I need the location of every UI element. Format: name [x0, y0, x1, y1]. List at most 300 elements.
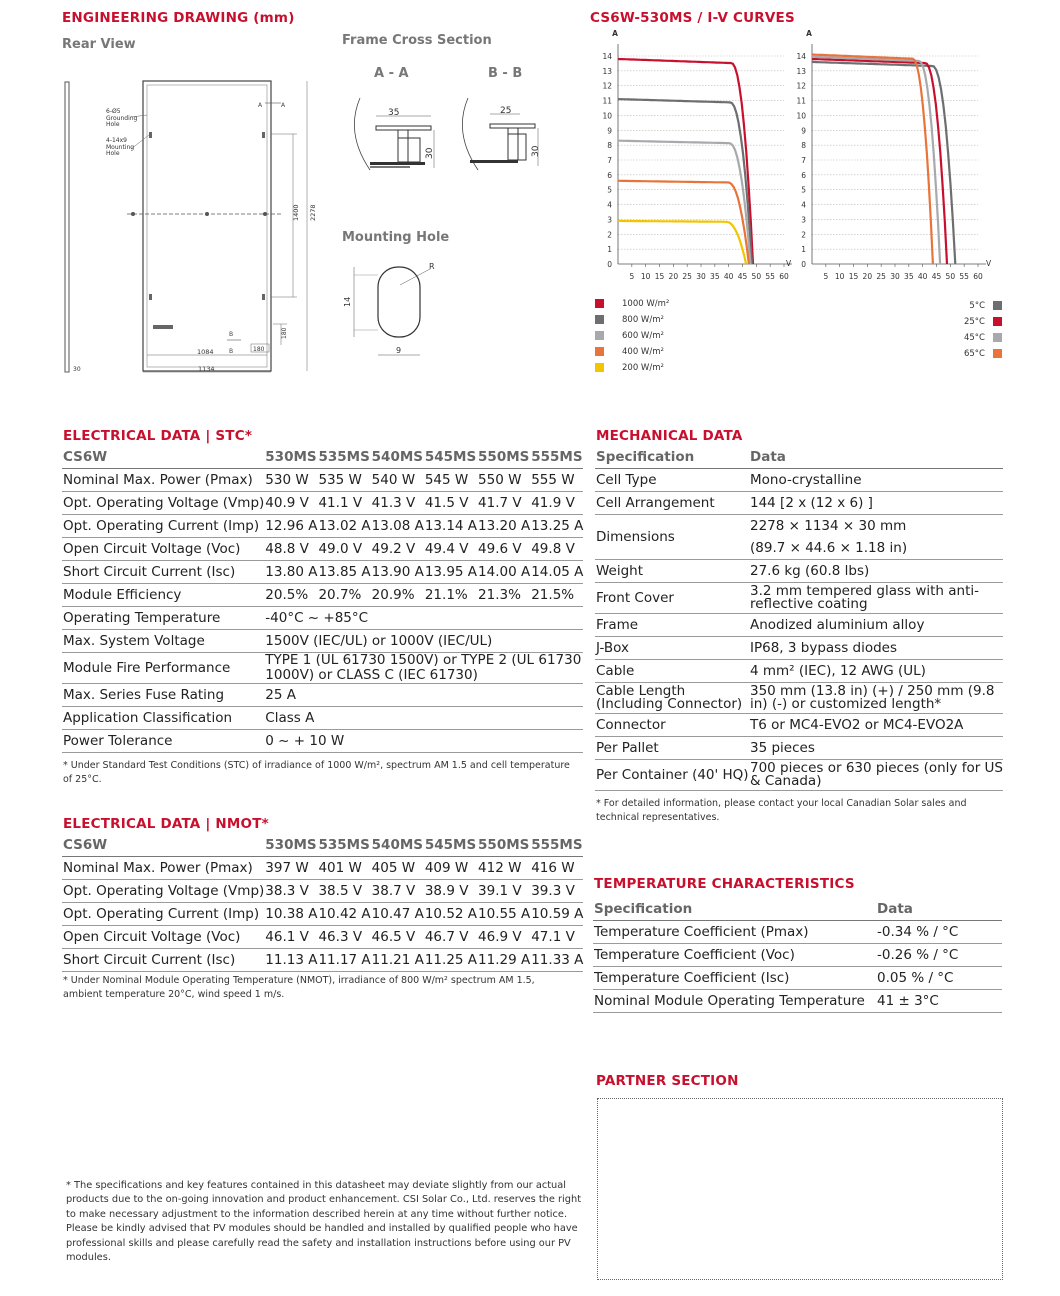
stc-cell: 21.5%	[530, 584, 583, 607]
nmot-row-label: Open Circuit Voltage (Voc)	[62, 926, 264, 949]
nmot-cell: 397 W	[264, 857, 317, 880]
stc-cell: 49.4 V	[424, 538, 477, 561]
legend-item-800: 800 W/m²	[595, 314, 715, 326]
nmot-cell: 10.42 A	[317, 903, 370, 926]
x-tick-label: 20	[862, 272, 873, 281]
stc-cell: 13.95 A	[424, 561, 477, 584]
y-tick-label: 5	[801, 185, 806, 195]
nmot-cell: 47.1 V	[530, 926, 583, 949]
table-row	[595, 714, 1003, 737]
dim-180-vertical: 180	[281, 327, 288, 339]
y-tick-label: 3	[607, 215, 612, 225]
nmot-header-model: CS6W	[62, 835, 264, 857]
stc-cell: 41.1 V	[317, 492, 370, 515]
x-tick-label: 25	[876, 272, 886, 281]
label-a-1: A	[258, 102, 263, 109]
nmot-cell: 46.3 V	[317, 926, 370, 949]
stc-cell: 13.25 A	[530, 515, 583, 538]
frame-cross-section-drawing	[340, 88, 560, 198]
legend-item-200: 200 W/m²	[595, 362, 715, 374]
iv-curves-title: CS6W-530MS / I-V CURVES	[590, 10, 795, 26]
stc-header-545: 545MS	[424, 447, 477, 469]
dim-2278: 2278	[309, 204, 317, 221]
y-tick-label: 11	[602, 96, 612, 106]
table-row	[62, 515, 583, 538]
temperature-table	[593, 899, 1002, 1013]
nmot-row-label: Nominal Max. Power (Pmax)	[62, 857, 264, 880]
legend-item-400: 400 W/m²	[595, 346, 715, 358]
y-tick-label: 0	[607, 260, 612, 269]
stc-header-555: 555MS	[530, 447, 583, 469]
mounting-hole-drawing	[340, 255, 450, 365]
nmot-cell: 38.9 V	[424, 880, 477, 903]
table-row	[595, 560, 1003, 583]
stc-cell: 40.9 V	[264, 492, 317, 515]
label-a-2: A	[281, 102, 286, 109]
x-tick-label: 60	[779, 272, 789, 281]
x-tick-label: 10	[640, 272, 651, 281]
y-tick-label: 1	[607, 245, 612, 255]
bb-dim-25: 25	[500, 106, 512, 116]
stc-header-530: 530MS	[264, 447, 317, 469]
label-b-2: B	[229, 348, 234, 355]
nmot-header-540: 540MS	[371, 835, 424, 857]
stc-cell: 555 W	[530, 469, 583, 492]
footer-paragraph-2: Please be kindly advised that PV modules should be handled and installed by qualified people who have professional skills and please carefully read the safety and installation instructions before using our PV modules.	[66, 1223, 578, 1264]
y-tick-label: 11	[796, 96, 806, 106]
stc-cell: 21.1%	[424, 584, 477, 607]
stc-cell: 13.20 A	[477, 515, 530, 538]
stc-cell: 13.90 A	[371, 561, 424, 584]
y-tick-label: 14	[602, 52, 612, 61]
stc-header-model: CS6W	[62, 447, 264, 469]
x-tick-label: 40	[917, 272, 928, 281]
stc-cell: 13.80 A	[264, 561, 317, 584]
iv-curves-chart	[585, 30, 1005, 292]
stc-header-row	[62, 447, 583, 469]
nmot-header-555: 555MS	[530, 835, 583, 857]
stc-cell: 12.96 A	[264, 515, 317, 538]
temperature-title: TEMPERATURE CHARACTERISTICS	[594, 876, 855, 892]
section-bb-label: B - B	[488, 66, 523, 81]
nmot-cell: 11.25 A	[424, 949, 477, 972]
stc-row-label: Operating Temperature	[62, 607, 264, 630]
nmot-cell: 11.33 A	[530, 949, 583, 972]
footer-paragraph-1: * The specifications and key features contained in this datasheet may deviate slightly from our actual products due to the on-going innovation and product enhancement. CSI Solar Co., Ltd. reserves the right to make necessary adjustment to the information described herein at any time without further notice.	[66, 1180, 582, 1220]
mech-value: 27.6 kg (60.8 lbs)	[749, 560, 1003, 583]
table-row	[595, 614, 1003, 637]
legend-item-1000: 1000 W/m²	[595, 298, 715, 310]
mech-value-line: (89.7 × 44.6 × 1.18 in)	[750, 540, 908, 556]
table-row	[62, 653, 583, 684]
table-row	[62, 684, 583, 707]
nmot-title: ELECTRICAL DATA | NMOT*	[63, 816, 269, 832]
nmot-cell: 10.59 A	[530, 903, 583, 926]
x-tick-label: 10	[834, 272, 845, 281]
x-tick-label: 55	[765, 272, 775, 281]
temperature-header-row	[593, 899, 1002, 921]
legend-swatch-orange	[595, 347, 604, 356]
table-row	[593, 921, 1002, 944]
x-axis-label: V	[786, 259, 792, 268]
mechanical-header-row	[595, 447, 1003, 469]
x-tick-label: 25	[682, 272, 692, 281]
nmot-cell: 46.7 V	[424, 926, 477, 949]
stc-cell: 48.8 V	[264, 538, 317, 561]
y-tick-label: 6	[607, 170, 612, 180]
temp-value: -0.34 % / °C	[876, 921, 1002, 944]
legend-item-45c: 45°C	[940, 332, 1002, 344]
mech-value-line: 2278 × 1134 × 30 mm	[750, 518, 907, 534]
y-tick-label: 2	[607, 230, 612, 240]
stc-cell: 21.3%	[477, 584, 530, 607]
mech-label: Per Pallet	[595, 737, 749, 760]
stc-cell: 14.00 A	[477, 561, 530, 584]
table-row	[62, 949, 583, 972]
mech-label: Cell Arrangement	[595, 492, 749, 515]
nmot-cell: 11.21 A	[371, 949, 424, 972]
stc-cell: 49.0 V	[317, 538, 370, 561]
stc-row-label: Nominal Max. Power (Pmax)	[62, 469, 264, 492]
nmot-cell: 46.9 V	[477, 926, 530, 949]
stc-cell: 530 W	[264, 469, 317, 492]
y-tick-label: 13	[602, 66, 612, 76]
y-axis-label: A	[806, 30, 812, 38]
stc-row-label: Opt. Operating Voltage (Vmp)	[62, 492, 264, 515]
mounting-hole-callout: 4-14x9 Mounting Hole	[106, 137, 135, 157]
legend-swatch-lightgray	[993, 333, 1002, 342]
aa-dim-35: 35	[388, 108, 400, 118]
dim-1134: 1134	[198, 365, 215, 373]
temp-value: 41 ± 3°C	[876, 990, 1002, 1013]
stc-cell: 550 W	[477, 469, 530, 492]
mech-value: 35 pieces	[749, 737, 1003, 760]
table-row	[62, 538, 583, 561]
nmot-cell: 10.38 A	[264, 903, 317, 926]
stc-header-540: 540MS	[371, 447, 424, 469]
table-row	[595, 737, 1003, 760]
stc-row-label: Short Circuit Current (Isc)	[62, 561, 264, 584]
y-tick-label: 10	[602, 111, 612, 121]
temp-value: -0.26 % / °C	[876, 944, 1002, 967]
table-row	[595, 637, 1003, 660]
stc-cell: 41.7 V	[477, 492, 530, 515]
table-row	[62, 880, 583, 903]
stc-cell: 49.2 V	[371, 538, 424, 561]
mh-dim-9: 9	[396, 346, 402, 355]
mech-label: Per Container (40' HQ)	[595, 760, 749, 791]
y-tick-label: 0	[801, 260, 806, 269]
x-tick-label: 15	[848, 272, 859, 281]
dim-1400: 1400	[292, 204, 300, 221]
mounting-hole-label: Mounting Hole	[342, 230, 450, 245]
legend-item-25c: 25°C	[940, 316, 1002, 328]
mech-value: 3.2 mm tempered glass with anti-reflective coating	[749, 583, 1003, 614]
nmot-cell: 10.55 A	[477, 903, 530, 926]
stc-cell: -40°C ~ +85°C	[264, 607, 583, 630]
table-row	[62, 707, 583, 730]
stc-cell: 13.02 A	[317, 515, 370, 538]
legend-swatch-darkgray	[595, 315, 604, 324]
stc-table	[62, 447, 583, 753]
y-tick-label: 5	[607, 185, 612, 195]
stc-cell: 13.08 A	[371, 515, 424, 538]
nmot-cell: 46.1 V	[264, 926, 317, 949]
table-row	[62, 561, 583, 584]
mech-value: Anodized aluminium alloy	[749, 614, 1003, 637]
stc-row-label: Max. Series Fuse Rating	[62, 684, 264, 707]
nmot-cell: 38.5 V	[317, 880, 370, 903]
y-tick-label: 10	[796, 111, 806, 121]
nmot-header-535: 535MS	[317, 835, 370, 857]
temperature-header-data: Data	[876, 899, 1002, 921]
partner-box	[597, 1098, 1003, 1280]
x-tick-label: 30	[890, 272, 900, 281]
temp-label: Temperature Coefficient (Voc)	[593, 944, 876, 967]
stc-cell: 545 W	[424, 469, 477, 492]
stc-cell: 0 ~ + 10 W	[264, 730, 583, 753]
y-tick-label: 2	[801, 230, 806, 240]
legend-swatch-darkgray	[993, 301, 1002, 310]
y-tick-label: 1	[801, 245, 806, 255]
mech-label: J-Box	[595, 637, 749, 660]
table-row	[62, 607, 583, 630]
nmot-cell: 38.3 V	[264, 880, 317, 903]
y-tick-label: 12	[602, 81, 612, 91]
stc-title: ELECTRICAL DATA | STC*	[63, 428, 253, 444]
x-tick-label: 45	[737, 272, 748, 281]
mh-dim-14: 14	[343, 296, 352, 307]
stc-note: * Under Standard Test Conditions (STC) of irradiance of 1000 W/m², spectrum AM 1.5 and cell temperature of 25°C.	[63, 760, 570, 785]
nmot-cell: 46.5 V	[371, 926, 424, 949]
nmot-row-label: Short Circuit Current (Isc)	[62, 949, 264, 972]
nmot-cell: 38.7 V	[371, 880, 424, 903]
stc-cell: 49.8 V	[530, 538, 583, 561]
nmot-note: * Under Nominal Module Operating Temperature (NMOT), irradiance of 800 W/m² spectrum AM 1.5, ambient temperature 20°C, wind speed 1 m/s.	[63, 975, 535, 1000]
stc-cell: 25 A	[264, 684, 583, 707]
stc-header-550: 550MS	[477, 447, 530, 469]
y-axis-label: A	[612, 30, 618, 38]
table-row	[593, 967, 1002, 990]
table-row	[62, 857, 583, 880]
legend-swatch-red	[595, 299, 604, 308]
stc-cell: 41.5 V	[424, 492, 477, 515]
x-tick-label: 15	[654, 272, 665, 281]
table-row	[62, 584, 583, 607]
x-tick-label: 50	[751, 272, 762, 281]
stc-row-label: Module Fire Performance	[62, 653, 264, 684]
table-row	[595, 683, 1003, 714]
nmot-cell: 39.1 V	[477, 880, 530, 903]
legend-item-65c: 65°C	[940, 348, 1002, 360]
x-tick-label: 30	[696, 272, 706, 281]
mech-label: Cable Length (Including Connector)	[595, 683, 749, 714]
frame-cross-section-label: Frame Cross Section	[342, 33, 492, 48]
table-row	[595, 469, 1003, 492]
x-tick-label: 55	[959, 272, 969, 281]
mechanical-header-data: Data	[749, 447, 1003, 469]
y-tick-label: 14	[796, 52, 806, 61]
stc-row-label: Max. System Voltage	[62, 630, 264, 653]
table-row	[62, 903, 583, 926]
nmot-cell: 11.13 A	[264, 949, 317, 972]
mech-value: T6 or MC4-EVO2 or MC4-EVO2A	[749, 714, 1003, 737]
y-tick-label: 8	[607, 141, 612, 151]
mech-label: Connector	[595, 714, 749, 737]
nmot-row-label: Opt. Operating Current (Imp)	[62, 903, 264, 926]
mech-value: Mono-crystalline	[749, 469, 1003, 492]
x-tick-label: 35	[904, 272, 914, 281]
engineering-title: ENGINEERING DRAWING (mm)	[62, 10, 295, 26]
stc-cell: 41.3 V	[371, 492, 424, 515]
y-tick-label: 9	[801, 126, 806, 136]
mech-value	[749, 515, 1003, 560]
y-tick-label: 4	[801, 200, 806, 210]
mh-radius: R	[429, 262, 435, 271]
nmot-cell: 11.17 A	[317, 949, 370, 972]
legend-swatch-red	[993, 317, 1002, 326]
series-line-1000wm	[618, 59, 753, 264]
nmot-cell: 11.29 A	[477, 949, 530, 972]
nmot-header-row	[62, 835, 583, 857]
stc-cell: 535 W	[317, 469, 370, 492]
nmot-cell: 416 W	[530, 857, 583, 880]
x-tick-label: 45	[931, 272, 942, 281]
label-b-1: B	[229, 331, 234, 338]
temperature-header-spec: Specification	[593, 899, 876, 921]
table-row	[595, 515, 1003, 560]
mech-value: 144 [2 x (12 x 6) ]	[749, 492, 1003, 515]
temp-label: Nominal Module Operating Temperature	[593, 990, 876, 1013]
rear-view-drawing	[55, 55, 325, 380]
legend-item-5c: 5°C	[940, 300, 1002, 312]
stc-cell: 20.7%	[317, 584, 370, 607]
bb-dim-30: 30	[531, 145, 541, 157]
table-row	[593, 944, 1002, 967]
x-tick-label: 5	[629, 272, 635, 281]
nmot-cell: 405 W	[371, 857, 424, 880]
stc-cell: 20.9%	[371, 584, 424, 607]
nmot-header-545: 545MS	[424, 835, 477, 857]
dim-30: 30	[73, 366, 81, 373]
mech-label: Frame	[595, 614, 749, 637]
table-row	[595, 660, 1003, 683]
y-tick-label: 3	[801, 215, 806, 225]
y-tick-label: 4	[607, 200, 612, 210]
x-tick-label: 5	[823, 272, 829, 281]
stc-row-label: Module Efficiency	[62, 584, 264, 607]
nmot-cell: 401 W	[317, 857, 370, 880]
table-row	[593, 990, 1002, 1013]
stc-header-535: 535MS	[317, 447, 370, 469]
table-row	[62, 492, 583, 515]
mech-label: Weight	[595, 560, 749, 583]
x-tick-label: 20	[668, 272, 679, 281]
mech-label: Cable	[595, 660, 749, 683]
series-line-600wm	[618, 141, 751, 264]
mech-value: 350 mm (13.8 in) (+) / 250 mm (9.8 in) (-) or customized length*	[749, 683, 1003, 714]
table-row	[62, 730, 583, 753]
y-tick-label: 12	[796, 81, 806, 91]
mech-label: Cell Type	[595, 469, 749, 492]
series-line-200wm	[618, 221, 746, 264]
stc-cell: 20.5%	[264, 584, 317, 607]
partner-title: PARTNER SECTION	[596, 1073, 739, 1089]
table-row	[595, 583, 1003, 614]
mechanical-title: MECHANICAL DATA	[596, 428, 743, 444]
mechanical-header-spec: Specification	[595, 447, 749, 469]
mechanical-note: * For detailed information, please contact your local Canadian Solar sales and technical representatives.	[596, 798, 967, 823]
stc-cell: 540 W	[371, 469, 424, 492]
mech-label: Dimensions	[595, 515, 749, 560]
stc-row-label: Opt. Operating Current (Imp)	[62, 515, 264, 538]
y-tick-label: 7	[801, 156, 806, 165]
x-axis-label: V	[986, 259, 992, 268]
footer-disclaimer	[66, 1179, 586, 1265]
legend-swatch-lightgray	[595, 331, 604, 340]
x-tick-label: 50	[945, 272, 956, 281]
y-tick-label: 8	[801, 141, 806, 151]
nmot-cell: 39.3 V	[530, 880, 583, 903]
dim-180-horizontal: 180	[253, 346, 265, 353]
table-row	[595, 760, 1003, 791]
nmot-cell: 409 W	[424, 857, 477, 880]
aa-dim-30: 30	[425, 147, 435, 159]
nmot-cell: 10.47 A	[371, 903, 424, 926]
y-tick-label: 6	[801, 170, 806, 180]
section-aa-label: A - A	[374, 66, 409, 81]
stc-cell: TYPE 1 (UL 61730 1500V) or TYPE 2 (UL 61730 1000V) or CLASS C (IEC 61730)	[264, 653, 583, 684]
table-row	[595, 492, 1003, 515]
x-tick-label: 60	[973, 272, 983, 281]
stc-row-label: Power Tolerance	[62, 730, 264, 753]
dim-1084: 1084	[197, 348, 214, 356]
legend-item-600: 600 W/m²	[595, 330, 715, 342]
nmot-header-530: 530MS	[264, 835, 317, 857]
mech-label: Front Cover	[595, 583, 749, 614]
table-row	[62, 630, 583, 653]
temp-label: Temperature Coefficient (Isc)	[593, 967, 876, 990]
stc-cell: 41.9 V	[530, 492, 583, 515]
stc-cell: 49.6 V	[477, 538, 530, 561]
y-tick-label: 9	[607, 126, 612, 136]
x-tick-label: 35	[710, 272, 720, 281]
y-tick-label: 7	[607, 156, 612, 165]
nmot-cell: 10.52 A	[424, 903, 477, 926]
stc-row-label: Application Classification	[62, 707, 264, 730]
temp-value: 0.05 % / °C	[876, 967, 1002, 990]
table-row	[62, 469, 583, 492]
y-tick-label: 13	[796, 66, 806, 76]
mech-value: 700 pieces or 630 pieces (only for US & Canada)	[750, 760, 1003, 789]
stc-cell: 13.85 A	[317, 561, 370, 584]
stc-cell: 1500V (IEC/UL) or 1000V (IEC/UL)	[264, 630, 583, 653]
table-row	[62, 926, 583, 949]
legend-swatch-yellow	[595, 363, 604, 372]
nmot-cell: 412 W	[477, 857, 530, 880]
stc-cell: 13.14 A	[424, 515, 477, 538]
stc-cell: 14.05 A	[530, 561, 583, 584]
mechanical-table	[595, 447, 1003, 791]
nmot-table	[62, 835, 583, 972]
stc-cell: Class A	[264, 707, 583, 730]
nmot-row-label: Opt. Operating Voltage (Vmp)	[62, 880, 264, 903]
mech-value: IP68, 3 bypass diodes	[749, 637, 1003, 660]
grounding-hole-callout: 6-Ø5 Grounding Hole	[106, 108, 138, 128]
legend-swatch-orange	[993, 349, 1002, 358]
x-tick-label: 40	[723, 272, 734, 281]
rear-view-label: Rear View	[62, 37, 136, 52]
